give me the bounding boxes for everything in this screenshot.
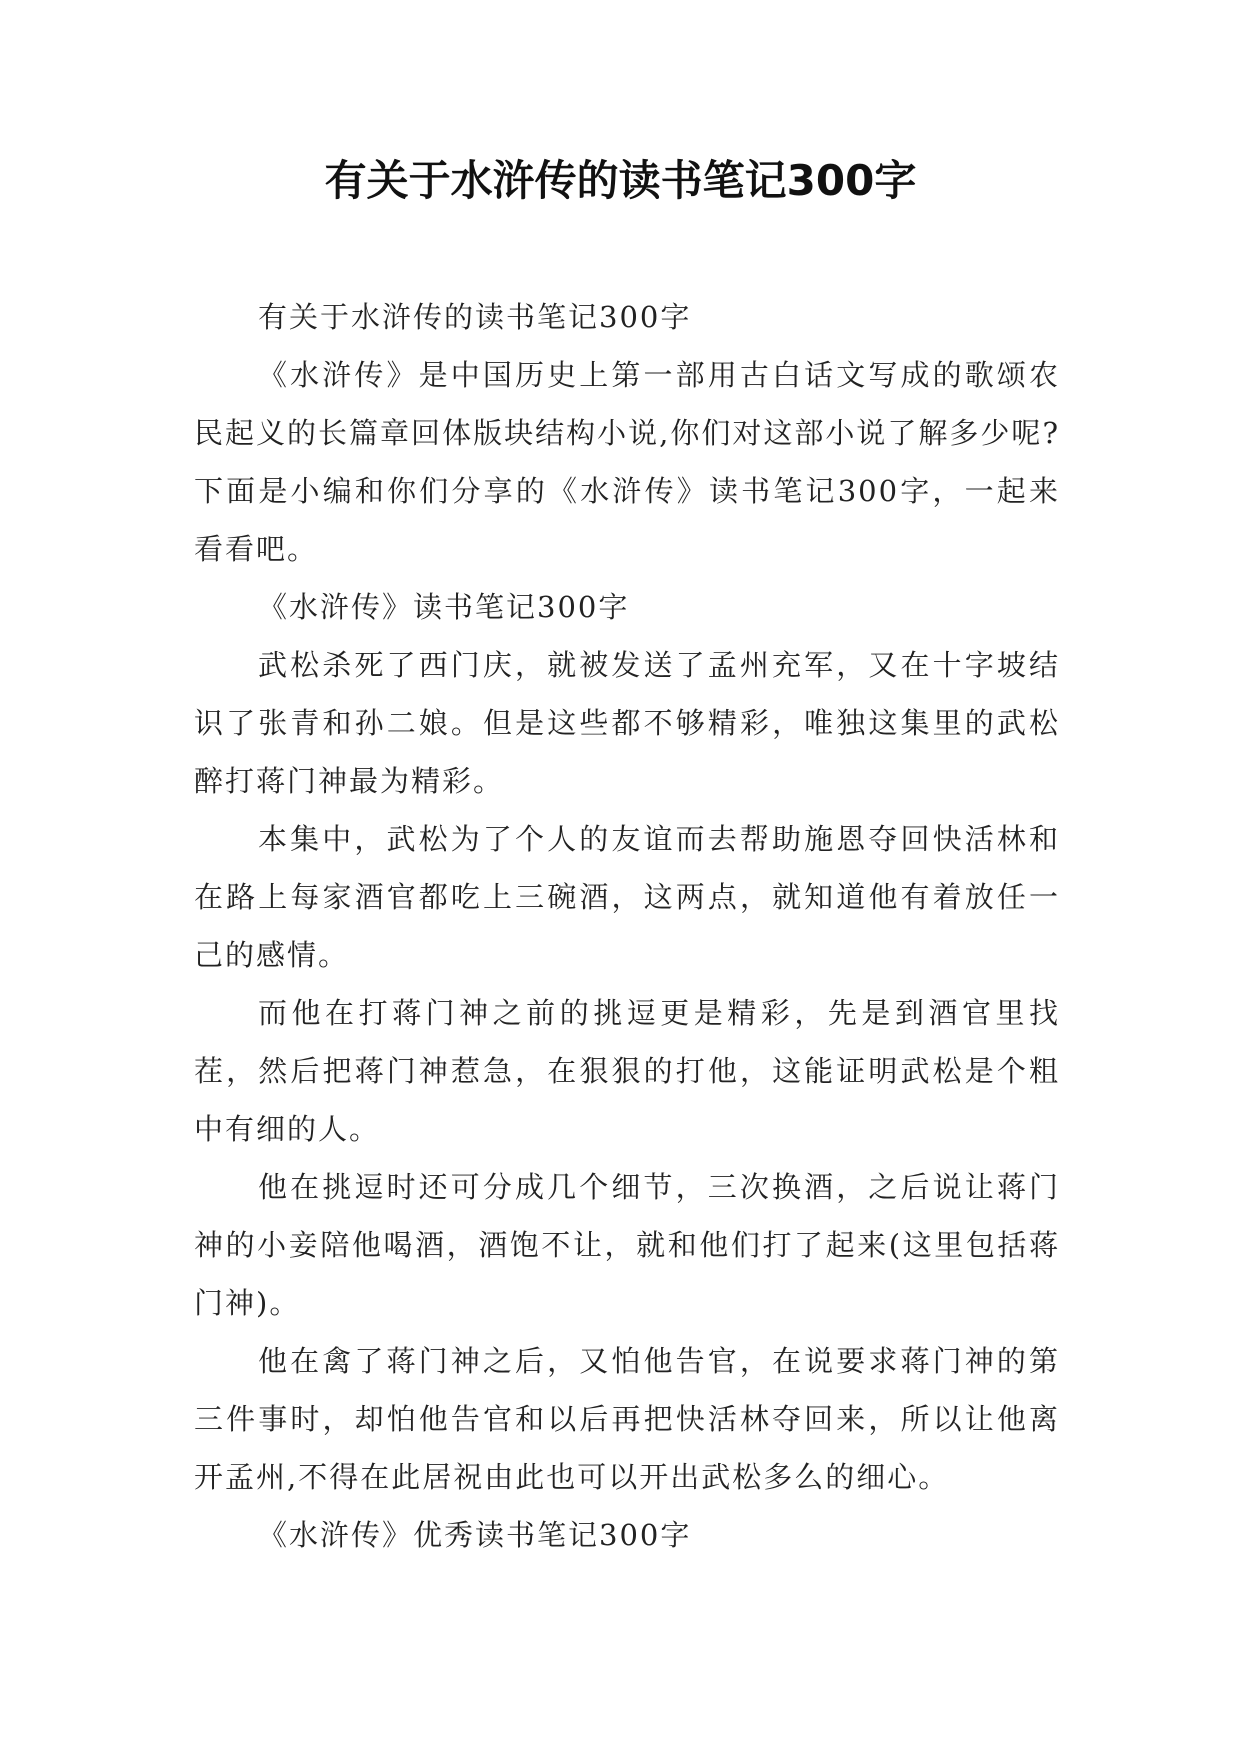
paragraph: 他在挑逗时还可分成几个细节，三次换酒，之后说让蒋门神的小妾陪他喝酒，酒饱不让，就和他们打了起来(这里包括蒋门神)。 [194,1170,1060,1320]
paragraph-subtitle: 有关于水浒传的读书笔记300字 [258,300,692,334]
paragraph-section-heading: 《水浒传》读书笔记300字 [258,590,630,624]
paragraph: 他在禽了蒋门神之后，又怕他告官，在说要求蒋门神的第三件事时，却怕他告官和以后再把快活林夺回来，所以让他离开孟州,不得在此居祝由此也可以开出武松多么的细心。 [194,1344,1060,1494]
paragraph-section-heading: 《水浒传》优秀读书笔记300字 [258,1518,692,1552]
document-body [194,288,1060,1564]
paragraph-intro: 《水浒传》是中国历史上第一部用古白话文写成的歌颂农民起义的长篇章回体版块结构小说,你们对这部小说了解多少呢?下面是小编和你们分享的《水浒传》读书笔记300字，一起来看看吧。 [194,358,1060,566]
paragraph: 本集中，武松为了个人的友谊而去帮助施恩夺回快活林和在路上每家酒官都吃上三碗酒，这两点，就知道他有着放任一己的感情。 [194,822,1060,972]
paragraph: 而他在打蒋门神之前的挑逗更是精彩，先是到酒官里找茬，然后把蒋门神惹急，在狠狠的打他，这能证明武松是个粗中有细的人。 [194,996,1060,1146]
document-title: 有关于水浒传的读书笔记300字 [324,156,917,205]
paragraph: 武松杀死了西门庆，就被发送了孟州充军，又在十字坡结识了张青和孙二娘。但是这些都不够精彩，唯独这集里的武松醉打蒋门神最为精彩。 [194,648,1060,798]
